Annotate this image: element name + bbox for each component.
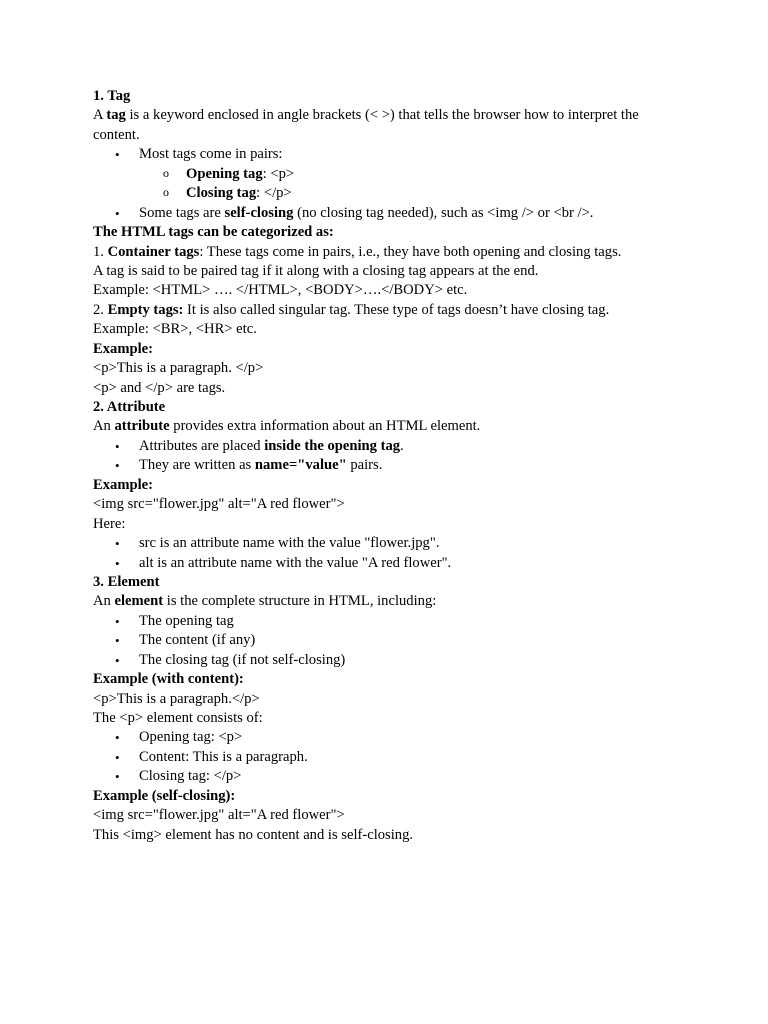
list-item: • They are written as name="value" pairs. [93,456,733,475]
list-item: • Most tags come in pairs: [93,145,733,164]
list-item: • The content (if any) [93,631,733,650]
attribute-heading: 2. Attribute [93,399,166,415]
list-item: o Opening tag: <p> [93,165,733,184]
list-item: • The closing tag (if not self-closing) [93,651,733,670]
element-heading: 3. Element [93,573,160,590]
container-tags: 1. Container tags: These tags come in pairs, i.e., they have both opening and closing tags. [93,243,622,260]
paragraph-example-2: <p>This is a paragraph.</p> [93,690,260,707]
list-item: • Opening tag: <p> [93,728,733,747]
are-tags-note: <p> and </p> are tags. [93,379,226,396]
example-heading: Example: [93,340,153,357]
attribute-example-heading: Example: [93,476,153,493]
attribute-definition: An attribute provides extra information about an HTML element. [93,418,481,435]
here-label: Here: [93,515,126,532]
paragraph-example: <p>This is a paragraph. </p> [93,360,264,377]
consists-label: The <p> element consists of: [93,710,263,726]
list-item: • The opening tag [93,612,733,631]
list-item: • Content: This is a paragraph. [93,748,733,767]
empty-tags: 2. Empty tags: It is also called singular tag. These type of tags doesn’t have closing tag. [93,301,610,318]
example-with-content-heading: Example (with content): [93,671,244,688]
tag-definition: A tag is a keyword enclosed in angle brackets (< >) that tells the browser how to interpret the [93,107,639,124]
img-example-2: <img src="flower.jpg" alt="A red flower"> [93,807,345,824]
element-definition: An element is the complete structure in HTML, including: [93,593,437,610]
tag-heading: 1. Tag [93,88,131,104]
list-item: • Attributes are placed inside the opening tag. [93,437,733,456]
img-note: This <img> element has no content and is self-closing. [93,826,414,843]
tag-definition-cont: content. [93,126,140,143]
list-item: • alt is an attribute name with the value "A red flower". [93,554,733,573]
list-item: • src is an attribute name with the value "flower.jpg". [93,534,733,553]
list-item: • Some tags are self-closing (no closing tag needed), such as <img /> or <br />. [93,204,733,223]
document-content [93,87,733,845]
example-self-closing-heading: Example (self-closing): [93,787,236,804]
categorized-heading: The HTML tags can be categorized as: [93,224,334,241]
list-item: • Closing tag: </p> [93,767,733,786]
list-item: o Closing tag: </p> [93,184,733,203]
paired-tag-note: A tag is said to be paired tag if it along with a closing tag appears at the end. [93,262,539,279]
img-example: <img src="flower.jpg" alt="A red flower"> [93,496,345,513]
empty-example: Example: <BR>, <HR> etc. [93,321,257,338]
container-example: Example: <HTML> …. </HTML>, <BODY>….</BODY> etc. [93,282,468,299]
